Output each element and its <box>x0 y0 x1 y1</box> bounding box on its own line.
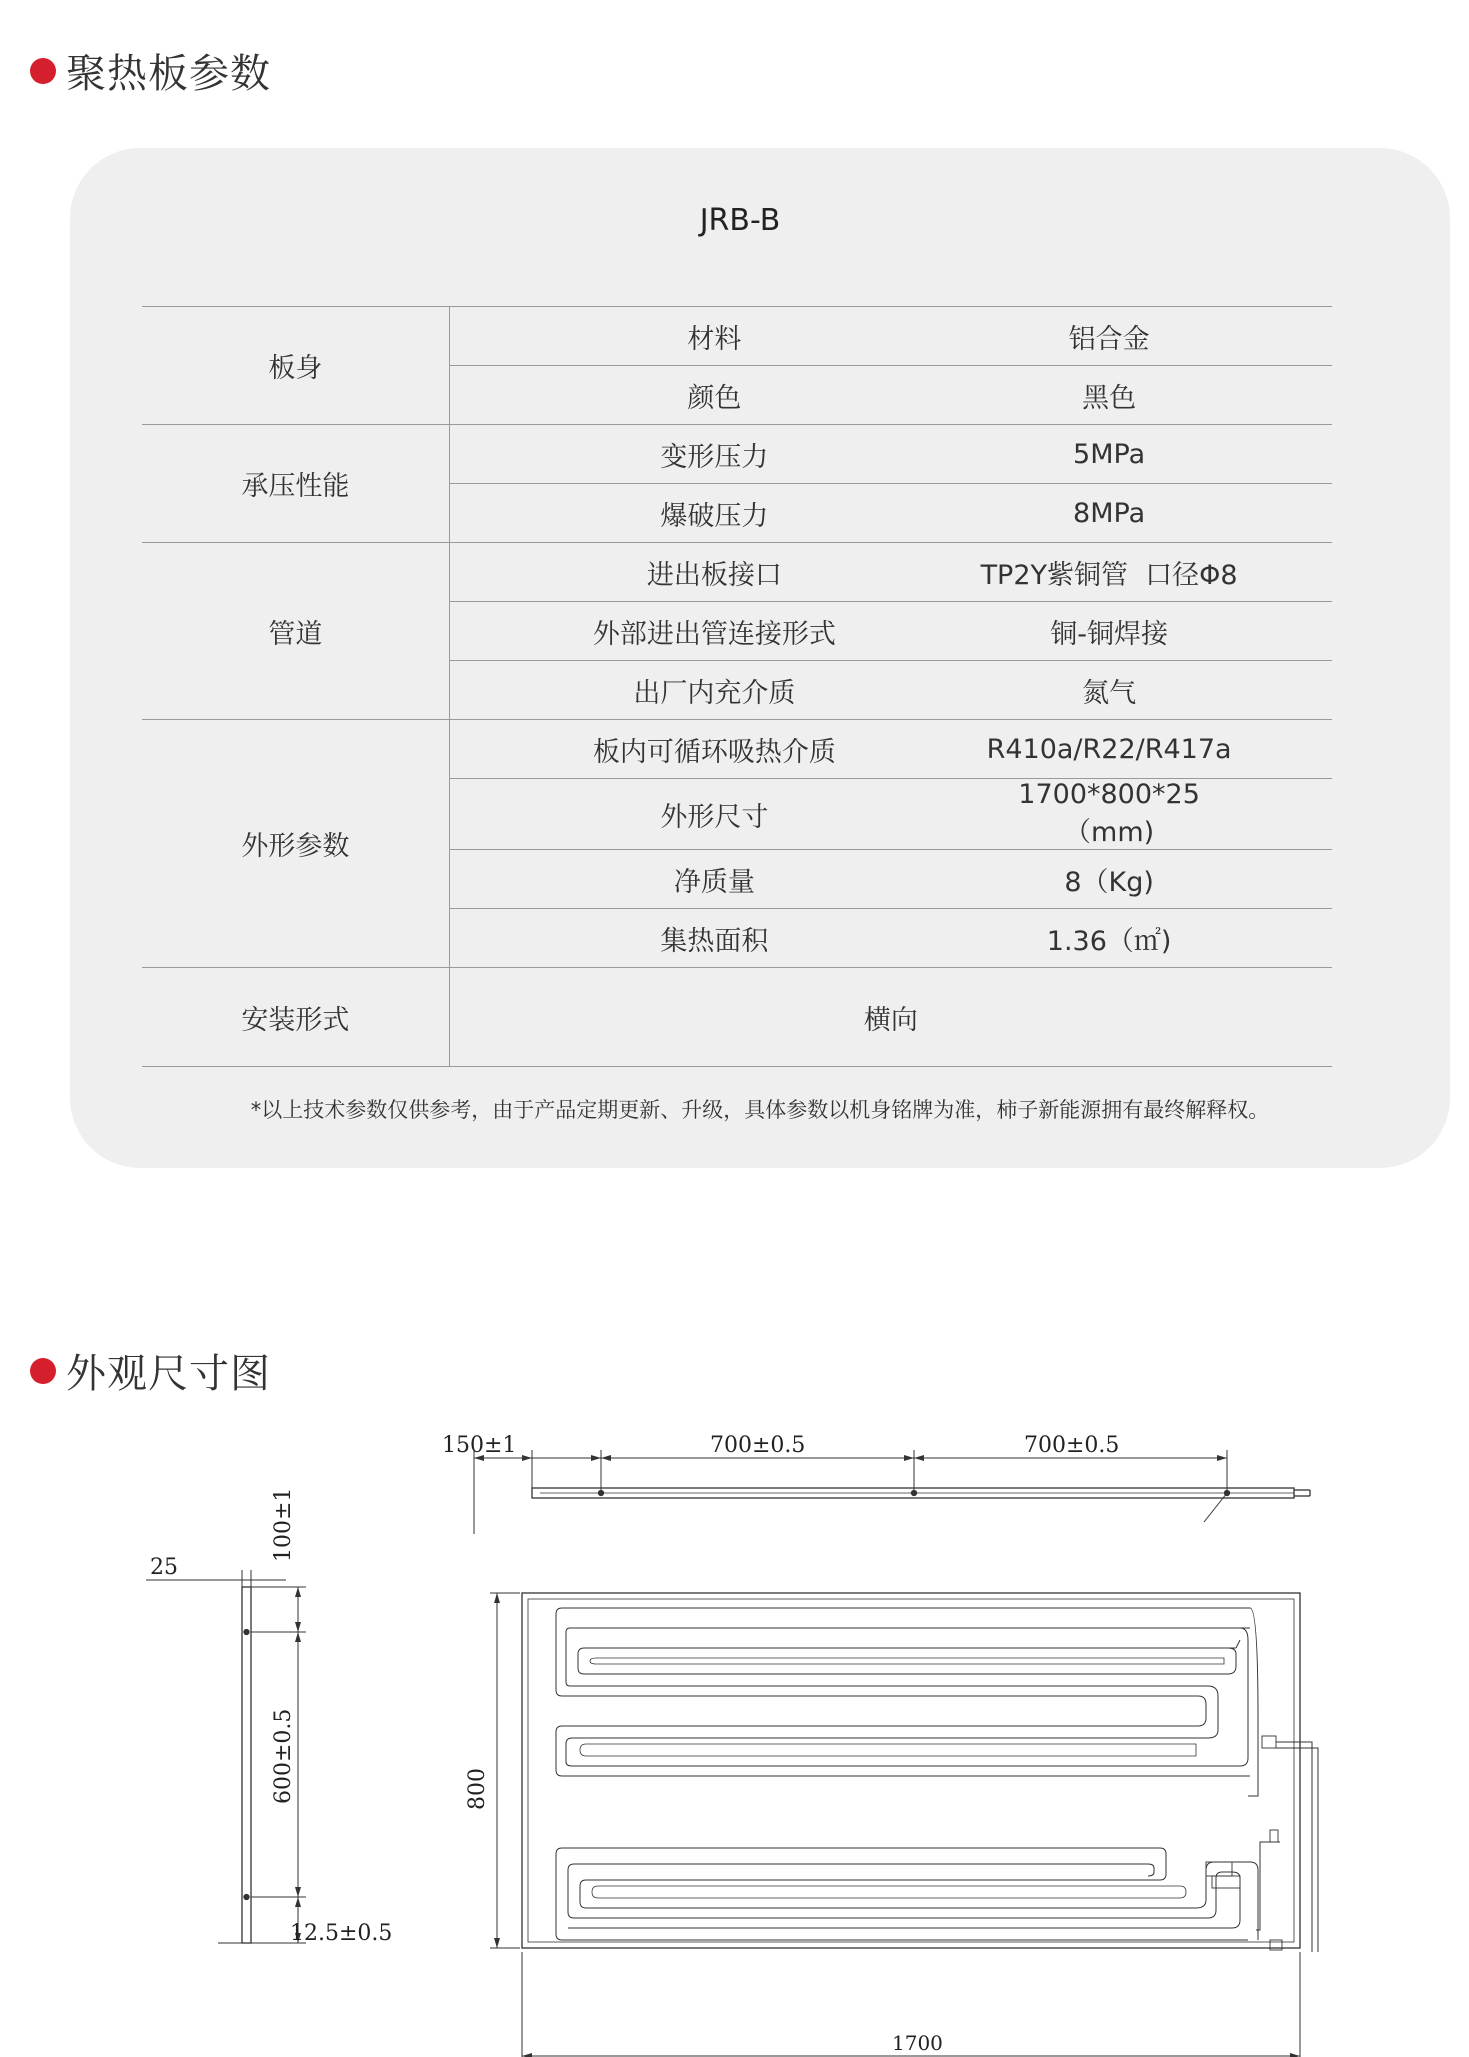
category-cell: 承压性能 <box>142 425 449 543</box>
front-view <box>490 1593 1318 2057</box>
param-cell: 出厂内充介质 <box>449 661 979 720</box>
value-cell: 1700*800*25（mm) <box>979 779 1332 850</box>
value-cell: 铝合金 <box>979 307 1332 366</box>
param-cell: 材料 <box>449 307 979 366</box>
value-cell: R410a/R22/R417a <box>979 720 1332 779</box>
spec-table <box>142 306 1332 1067</box>
param-cell: 变形压力 <box>449 425 979 484</box>
drawing-section-title <box>30 1342 271 1399</box>
dimension-drawing <box>0 1400 1469 2057</box>
category-cell: 板身 <box>142 307 449 425</box>
bullet-dot-icon <box>30 58 56 84</box>
dim-label: 700±0.5 <box>1024 1433 1120 1458</box>
value-cell: 1.36（㎡) <box>979 909 1332 968</box>
bullet-dot-icon <box>30 1358 56 1384</box>
param-cell: 净质量 <box>449 850 979 909</box>
param-cell: 外形尺寸 <box>449 779 979 850</box>
dim-label: 25 <box>150 1555 178 1580</box>
param-cell: 颜色 <box>449 366 979 425</box>
dim-label: 150±1 <box>442 1433 517 1458</box>
model-name: JRB-B <box>699 203 781 238</box>
value-cell: TP2Y紫铜管 口径Φ8 <box>979 543 1332 602</box>
disclaimer-note: *以上技术参数仅供参考，由于产品定期更新、升级，具体参数以机身铭牌为准，柿子新能源拥有最终解释权。 <box>250 1098 1270 1122</box>
install-value-cell: 横向 <box>449 968 1332 1067</box>
top-view <box>474 1450 1310 1534</box>
params-section-title <box>30 42 271 99</box>
dim-label: 12.5±0.5 <box>290 1921 393 1946</box>
value-cell: 氮气 <box>979 661 1332 720</box>
category-cell: 安装形式 <box>142 968 449 1067</box>
value-cell: 黑色 <box>979 366 1332 425</box>
dim-label: 1700 <box>892 2031 943 2055</box>
table-row <box>142 425 1332 484</box>
param-cell: 进出板接口 <box>449 543 979 602</box>
params-title-text: 聚热板参数 <box>66 51 271 97</box>
spec-card <box>70 148 1450 1168</box>
value-cell: 5MPa <box>979 425 1332 484</box>
dim-label: 800 <box>465 1768 490 1810</box>
table-row <box>142 543 1332 602</box>
value-cell: 8MPa <box>979 484 1332 543</box>
param-cell: 爆破压力 <box>449 484 979 543</box>
drawing-title-text: 外观尺寸图 <box>66 1351 271 1397</box>
param-cell: 板内可循环吸热介质 <box>449 720 979 779</box>
table-row <box>142 307 1332 366</box>
category-cell: 外形参数 <box>142 720 449 968</box>
table-row <box>142 968 1332 1067</box>
table-row <box>142 720 1332 779</box>
value-cell: 8（Kg) <box>979 850 1332 909</box>
value-cell: 铜-铜焊接 <box>979 602 1332 661</box>
param-cell: 外部进出管连接形式 <box>449 602 979 661</box>
dim-label: 700±0.5 <box>710 1433 806 1458</box>
dim-label: 100±1 <box>271 1487 296 1562</box>
param-cell: 集热面积 <box>449 909 979 968</box>
category-cell: 管道 <box>142 543 449 720</box>
dim-label: 600±0.5 <box>271 1708 296 1804</box>
